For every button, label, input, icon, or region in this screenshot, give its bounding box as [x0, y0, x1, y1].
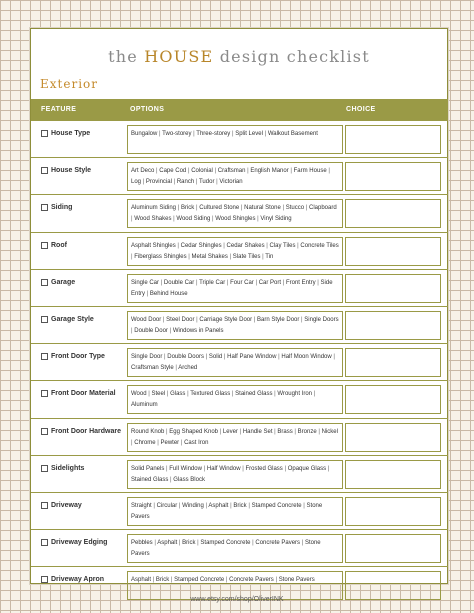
option-separator: |	[230, 131, 236, 137]
option-separator: |	[164, 428, 170, 435]
option-separator: |	[276, 354, 282, 361]
option-item: Aluminum Siding	[131, 205, 177, 212]
option-separator: |	[282, 465, 288, 472]
option-item: Car Port	[258, 279, 282, 286]
option-separator: |	[203, 502, 209, 509]
feature-label: Front Door Material	[51, 390, 116, 398]
column-header-feature: FEATURE	[41, 106, 77, 113]
feature-cell	[41, 539, 107, 546]
option-separator: |	[273, 577, 279, 584]
option-separator: |	[157, 131, 163, 137]
option-item: Double Door	[134, 327, 168, 334]
table-row	[31, 530, 448, 567]
table-row	[31, 121, 448, 158]
option-separator: |	[264, 242, 270, 249]
table-row	[31, 456, 448, 493]
option-separator: |	[240, 465, 246, 472]
option-item: Bungalow	[131, 131, 158, 137]
option-separator: |	[201, 465, 207, 472]
option-item: Fiberglass Shingles	[134, 253, 187, 260]
feature-cell	[41, 130, 90, 137]
option-separator: |	[146, 391, 152, 398]
table-row	[31, 493, 448, 530]
option-item: Asphalt	[157, 540, 178, 547]
option-item: Cultured Stone	[199, 205, 240, 212]
table-row	[31, 233, 448, 270]
option-separator: |	[227, 253, 233, 260]
option-item: Cedar Shakes	[226, 242, 265, 249]
option-separator: |	[292, 428, 298, 435]
feature-checkbox[interactable]	[41, 204, 48, 211]
option-item: Provincial	[145, 179, 172, 186]
option-separator: |	[177, 540, 183, 547]
feature-cell	[41, 502, 82, 509]
option-item: Split Level	[235, 131, 263, 137]
option-separator: |	[151, 502, 157, 509]
feature-cell	[41, 204, 72, 211]
option-item: Half Window	[206, 465, 241, 472]
option-item: Arched	[178, 365, 198, 372]
option-item: Wrought Iron	[277, 391, 312, 398]
section-heading: Exterior	[40, 77, 98, 91]
option-separator: |	[131, 439, 135, 446]
option-separator: |	[195, 540, 201, 547]
option-separator: |	[131, 253, 135, 260]
option-item: Glass Block	[173, 476, 205, 483]
feature-label: House Style	[51, 167, 92, 175]
choice-field[interactable]	[345, 199, 441, 228]
option-separator: |	[262, 131, 268, 137]
feature-cell	[41, 242, 67, 249]
option-separator: |	[315, 279, 321, 286]
option-item: Stone Pavers	[131, 502, 323, 520]
feature-label: Driveway Edging	[51, 539, 108, 547]
option-item: Single Doors	[304, 316, 339, 323]
option-item: Pewter	[160, 439, 180, 446]
option-item: Art Deco	[131, 168, 155, 175]
option-item: Single Door	[131, 354, 163, 361]
option-separator: |	[169, 577, 175, 584]
option-item: Double Doors	[167, 354, 204, 361]
option-separator: |	[246, 502, 252, 509]
option-separator: |	[194, 279, 200, 286]
option-separator: |	[300, 540, 305, 547]
choice-field[interactable]	[345, 237, 441, 266]
option-separator: |	[185, 391, 191, 398]
option-item: Brick	[180, 205, 195, 212]
option-separator: |	[131, 216, 135, 223]
option-item: Wood Siding	[176, 216, 211, 223]
table-row	[31, 270, 448, 307]
feature-cell	[41, 390, 116, 397]
option-item: Glass	[170, 391, 186, 398]
option-separator: |	[179, 439, 185, 446]
option-separator: |	[194, 179, 199, 186]
option-item: Asphalt Shingles	[131, 242, 176, 249]
option-separator: |	[186, 253, 192, 260]
table-body	[31, 121, 448, 604]
option-separator: |	[316, 428, 322, 435]
option-separator: |	[221, 242, 227, 249]
options-cell	[127, 125, 343, 154]
option-item: Stucco	[285, 205, 305, 212]
feature-cell	[41, 428, 121, 435]
options-cell	[127, 199, 343, 228]
option-item: Nickel	[321, 428, 338, 435]
option-separator: |	[252, 316, 258, 323]
option-item: Half Pane Window	[227, 354, 277, 361]
feature-label: Driveway	[51, 501, 82, 509]
option-item: Side Entry	[131, 279, 333, 297]
option-item: Barn Style Door	[257, 316, 300, 323]
option-separator: |	[230, 391, 236, 398]
option-item: Concrete Tiles	[300, 242, 339, 249]
option-separator: |	[214, 179, 220, 186]
option-separator: |	[141, 179, 146, 186]
option-item: Pebbles	[131, 540, 153, 547]
feature-label: House Type	[51, 130, 91, 137]
option-item: Brass	[277, 428, 293, 435]
option-separator: |	[210, 216, 216, 223]
feature-label: Siding	[51, 204, 73, 212]
feature-checkbox[interactable]	[41, 390, 48, 397]
choice-field[interactable]	[345, 534, 441, 563]
option-item: Chrome	[134, 439, 156, 446]
feature-checkbox[interactable]	[41, 353, 48, 360]
option-item: Stone Pavers	[278, 577, 315, 584]
option-separator: |	[255, 216, 261, 223]
option-separator: |	[245, 168, 251, 175]
option-separator: |	[212, 168, 218, 175]
option-item: Wood Door	[131, 316, 162, 323]
feature-label: Front Door Hardware	[51, 427, 122, 435]
choice-field[interactable]	[345, 311, 441, 340]
option-separator: |	[159, 279, 164, 286]
option-separator: |	[239, 205, 245, 212]
feature-label: Garage	[51, 278, 76, 286]
option-item: Solid	[208, 354, 223, 361]
option-item: Walkout Basement	[267, 131, 318, 137]
option-item: Half Moon Window	[281, 354, 332, 361]
option-item: Brick	[182, 540, 196, 547]
option-item: Lever	[222, 428, 238, 435]
option-item: Stone Pavers	[131, 540, 321, 558]
option-item: Four Car	[230, 279, 254, 286]
choice-field[interactable]	[345, 348, 441, 377]
option-item: Craftsman	[217, 168, 246, 175]
option-separator: |	[194, 205, 200, 212]
option-separator: |	[312, 391, 316, 398]
option-separator: |	[155, 439, 161, 446]
table-row	[31, 344, 448, 381]
option-item: Cast Iron	[184, 439, 209, 446]
option-separator: |	[225, 279, 231, 286]
choice-field[interactable]	[345, 162, 441, 191]
option-item: Solid Panels	[131, 465, 165, 472]
choice-field[interactable]	[345, 423, 441, 452]
option-item: Brick	[233, 502, 247, 509]
feature-checkbox[interactable]	[41, 242, 48, 249]
option-item: Clapboard	[308, 205, 337, 212]
option-item: Windows in Panels	[172, 327, 224, 334]
option-separator: |	[145, 290, 150, 297]
option-separator: |	[173, 365, 179, 372]
option-separator: |	[224, 577, 230, 584]
option-separator: |	[288, 168, 294, 175]
option-item: Brick	[155, 577, 170, 584]
option-item: Carriage Style Door	[199, 316, 253, 323]
option-item: Front Entry	[285, 279, 316, 286]
option-separator: |	[176, 205, 181, 212]
option-separator: |	[152, 540, 158, 547]
option-item: Asphalt	[208, 502, 229, 509]
feature-label: Front Door Type	[51, 353, 105, 361]
option-separator: |	[250, 540, 256, 547]
table-row	[31, 158, 448, 195]
option-separator: |	[228, 502, 234, 509]
option-item: Slate Tiles	[232, 253, 261, 260]
option-item: Ranch	[176, 179, 195, 186]
option-separator: |	[280, 205, 286, 212]
option-item: Bronze	[297, 428, 317, 435]
option-separator: |	[171, 179, 177, 186]
option-item: Double Car	[163, 279, 195, 286]
option-separator: |	[171, 216, 177, 223]
table-row	[31, 195, 448, 232]
option-item: Single Car	[131, 279, 160, 286]
table-header	[31, 99, 448, 121]
options-cell	[127, 311, 343, 340]
feature-label: Sidelights	[51, 464, 85, 472]
option-item: Circular	[156, 502, 178, 509]
option-separator: |	[304, 205, 309, 212]
option-item: Stamped Concrete	[251, 502, 302, 509]
option-item: Steel	[151, 391, 166, 398]
option-separator: |	[154, 168, 160, 175]
option-separator: |	[162, 354, 168, 361]
option-item: Cedar Shingles	[180, 242, 222, 249]
option-separator: |	[191, 131, 197, 137]
feature-label: Driveway Apron	[51, 576, 105, 584]
table-row	[31, 419, 448, 456]
option-item: Steel Door	[166, 316, 195, 323]
option-separator: |	[164, 465, 170, 472]
options-cell	[127, 162, 343, 191]
feature-checkbox[interactable]	[41, 465, 48, 472]
title-accent: HOUSE	[144, 47, 214, 66]
option-item: Concrete Pavers	[255, 540, 301, 547]
choice-field[interactable]	[345, 497, 441, 526]
option-separator: |	[131, 327, 135, 334]
option-separator: |	[222, 354, 228, 361]
checklist-sheet	[30, 28, 448, 584]
option-item: Stamped Concrete	[200, 540, 251, 547]
option-item: Log	[131, 179, 142, 186]
option-separator: |	[326, 465, 330, 472]
option-separator: |	[218, 428, 223, 435]
option-item: Wood	[131, 391, 147, 398]
options-cell	[127, 460, 343, 489]
column-header-choice: CHOICE	[346, 106, 376, 113]
feature-checkbox[interactable]	[41, 539, 48, 546]
option-separator: |	[253, 279, 259, 286]
option-item: English Manor	[250, 168, 289, 175]
feature-checkbox[interactable]	[41, 167, 48, 174]
feature-cell	[41, 353, 105, 360]
choice-field[interactable]	[345, 385, 441, 414]
feature-checkbox[interactable]	[41, 316, 48, 323]
feature-cell	[41, 316, 94, 323]
options-cell	[127, 348, 343, 377]
options-cell	[127, 423, 343, 452]
option-item: Wood Shakes	[134, 216, 172, 223]
option-item: Egg Shaped Knob	[169, 428, 218, 435]
option-separator: |	[281, 279, 286, 286]
option-item: Stamped Concrete	[174, 577, 225, 584]
table-row	[31, 307, 448, 344]
option-item: Victorian	[219, 179, 243, 186]
options-cell	[127, 385, 343, 414]
option-item: Three-storey	[196, 131, 231, 137]
feature-checkbox[interactable]	[41, 279, 48, 286]
option-item: Behind House	[149, 290, 188, 297]
options-cell	[127, 534, 343, 563]
option-item: Wood Shingles	[215, 216, 256, 223]
table-row	[31, 381, 448, 418]
options-cell	[127, 497, 343, 526]
option-separator: |	[151, 577, 156, 584]
column-header-options: OPTIONS	[130, 106, 165, 113]
option-item: Farm House	[293, 168, 327, 175]
title-suffix: design checklist	[213, 47, 370, 66]
feature-cell	[41, 279, 75, 286]
options-cell	[127, 274, 343, 303]
option-separator: |	[331, 354, 335, 361]
option-item: Concrete Pavers	[229, 577, 274, 584]
feature-checkbox[interactable]	[41, 502, 48, 509]
choice-field[interactable]	[345, 125, 441, 154]
option-item: Natural Stone	[244, 205, 281, 212]
choice-field[interactable]	[345, 460, 441, 489]
feature-checkbox[interactable]	[41, 576, 48, 583]
feature-label: Roof	[51, 241, 67, 249]
choice-field[interactable]	[345, 274, 441, 303]
option-item: Tudor	[198, 179, 215, 186]
option-separator: |	[186, 168, 192, 175]
option-separator: |	[168, 476, 174, 483]
option-item: Metal Shakes	[191, 253, 228, 260]
option-item: Triple Car	[199, 279, 226, 286]
option-item: Cape Cod	[159, 168, 187, 175]
option-separator: |	[272, 428, 278, 435]
feature-checkbox[interactable]	[41, 428, 48, 435]
option-item: Asphalt	[131, 577, 152, 584]
title-prefix: the	[108, 47, 145, 66]
option-separator: |	[203, 354, 209, 361]
page-title	[31, 47, 447, 66]
option-item: Two-storey	[162, 131, 192, 137]
option-item: Full Window	[169, 465, 202, 472]
feature-checkbox[interactable]	[41, 130, 48, 137]
option-item: Winding	[182, 502, 204, 509]
option-item: Stained Glass	[235, 391, 273, 398]
option-item: Stained Glass	[131, 476, 169, 483]
option-item: Craftsman Style	[131, 365, 174, 372]
option-item: Aluminum	[131, 402, 158, 409]
option-separator: |	[301, 502, 307, 509]
option-separator: |	[194, 316, 200, 323]
option-item: Clay Tiles	[269, 242, 296, 249]
options-cell	[127, 237, 343, 266]
option-separator: |	[326, 168, 330, 175]
option-separator: |	[272, 391, 278, 398]
option-item: Handle Set	[242, 428, 273, 435]
option-item: Vinyl Siding	[260, 216, 292, 223]
option-separator: |	[295, 242, 301, 249]
feature-cell	[41, 167, 91, 174]
feature-cell	[41, 576, 104, 583]
option-separator: |	[167, 327, 173, 334]
feature-cell	[41, 465, 84, 472]
option-item: Round Knob	[131, 428, 165, 435]
option-separator: |	[237, 428, 243, 435]
option-item: Frosted Glass	[245, 465, 283, 472]
footer-url: www.etsy.com/shop/OliverINK	[190, 596, 284, 603]
option-item: Colonial	[191, 168, 213, 175]
option-separator: |	[177, 502, 183, 509]
option-separator: |	[165, 391, 171, 398]
option-separator: |	[161, 316, 167, 323]
option-separator: |	[175, 242, 181, 249]
option-item: Straight	[131, 502, 152, 509]
option-item: Tin	[265, 253, 274, 260]
option-item: Textured Glass	[190, 391, 231, 398]
option-separator: |	[299, 316, 305, 323]
option-item: Opaque Glass	[287, 465, 327, 472]
feature-label: Garage Style	[51, 315, 94, 323]
option-separator: |	[260, 253, 266, 260]
